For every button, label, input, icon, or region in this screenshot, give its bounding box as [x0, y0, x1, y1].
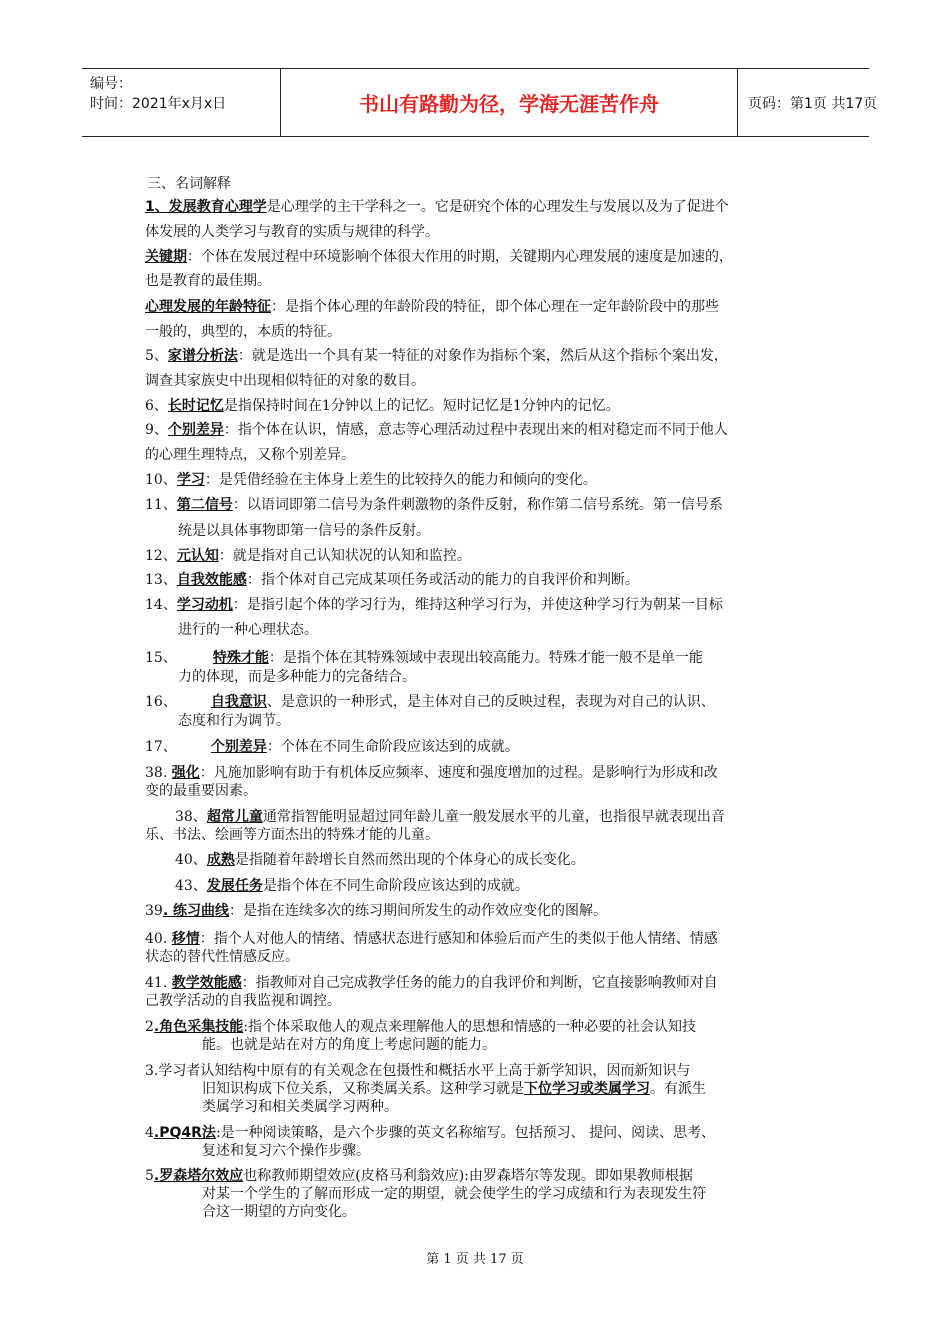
text-line: [178, 522, 430, 540]
text-span: 4: [145, 1125, 154, 1141]
text-line: [145, 446, 355, 464]
text-line: [145, 596, 723, 614]
text-span: 是指随着年龄增长自然而然出现的个体身心的成长变化。: [234, 852, 585, 868]
term-label: 第二信号: [176, 497, 233, 513]
term-label: 自我效能感: [176, 572, 247, 588]
text-span: ：个体在发展过程中环境影响个体很大作用的时期，关键期内心理发展的速度是加速的，: [187, 249, 733, 265]
text-span: 6、: [145, 398, 168, 414]
text-line: [145, 1018, 696, 1036]
text-line: [145, 496, 723, 514]
text-line: [145, 323, 341, 341]
text-span: 态度和行为调节。: [178, 713, 290, 729]
text-span: 2: [145, 1019, 154, 1035]
text-line: [145, 298, 719, 316]
text-span: 状态的替代性情感反应。: [145, 949, 299, 965]
term-label: 家谱分析法: [167, 348, 238, 364]
text-line: [202, 1142, 370, 1160]
text-span: 11、: [145, 497, 177, 513]
text-line: [145, 902, 607, 920]
text-span: 乐、书法、绘画等方面杰出的特殊才能的儿童。: [145, 827, 439, 843]
term-label: .角色采集技能: [153, 1019, 244, 1035]
text-line: [202, 1185, 706, 1203]
term-label: 个别差异: [210, 739, 267, 755]
term-label: .罗森塔尔效应: [153, 1168, 244, 1184]
text-span: 调查其家族史中出现相似特征的对象的数目。: [145, 373, 425, 389]
text-line: [145, 397, 620, 415]
text-line: [175, 851, 585, 869]
text-line: [145, 421, 728, 439]
text-span: 38.: [145, 765, 172, 781]
text-span: 38、: [175, 809, 207, 825]
text-span: 41.: [145, 975, 172, 991]
text-line: [145, 248, 733, 266]
term-label: 自我意识: [210, 694, 267, 710]
text-span: 对某一个学生的了解而形成一定的期望，就会使学生的学习成绩和行为表现发生符: [202, 1186, 706, 1202]
term-label: 教学效能感: [171, 975, 242, 991]
text-span: 是指个体在不同生命阶段应该达到的成就。: [262, 878, 529, 894]
text-span: 3.学习者认知结构中原有的有关观念在包摄性和概括水平上高于新学知识，因而新知识与: [145, 1063, 691, 1079]
text-span: 也称教师期望效应(皮格马利翁效应):由罗森塔尔等发现。即如果教师根据: [243, 1168, 693, 1184]
text-line: [145, 1062, 690, 1080]
term-label: .PQ4R法: [153, 1125, 216, 1141]
text-span: 类属学习和相关类属学习两种。: [202, 1099, 398, 1115]
text-line: [145, 782, 257, 800]
term-label: 心理发展的年龄特征: [145, 299, 271, 315]
text-span: ：凡施加影响有助于有机体反应频率、速度和强度增加的过程。是影响行为形成和改: [199, 765, 718, 781]
text-span: 39: [145, 903, 163, 919]
header-page-info: 页码：第1页 共17页: [748, 95, 878, 112]
text-span: 进行的一种心理状态。: [178, 622, 318, 638]
text-line: [202, 1098, 398, 1116]
text-span: 三、名词解释: [147, 176, 231, 192]
page-header: [82, 68, 878, 137]
text-span: 10、: [145, 472, 177, 488]
number-label: 编号：: [90, 76, 132, 92]
text-span: 是心理学的主干学科之一。它是研究个体的心理发生与发展以及为了促进个: [266, 199, 729, 215]
text-span: 40.: [145, 931, 172, 947]
term-label: 关键期: [145, 249, 187, 265]
text-span: 也是教育的最佳期。: [145, 273, 271, 289]
text-line: [145, 372, 425, 390]
text-line: [145, 764, 718, 782]
text-line: [145, 223, 439, 241]
text-line: [175, 877, 529, 895]
text-span: 体发展的人类学习与教育的实质与规律的科学。: [145, 224, 439, 240]
text-span: ：是指个体心理的年龄阶段的特征，即个体心理在一定年龄阶段中的那些: [271, 299, 719, 315]
text-line: [145, 1167, 693, 1185]
text-line: [145, 738, 519, 756]
text-span: :是一种阅读策略，是六个步骤的英文名称缩写。包括预习、 提问、阅读、思考、: [215, 1125, 716, 1141]
text-span: ：是指个体在其特殊领域中表现出较高能力。特殊才能一般不是单一能: [268, 650, 703, 666]
text-span: 力的体现，而是多种能力的完备结合。: [178, 669, 416, 685]
text-span: 的心理生理特点，又称个别差异。: [145, 447, 355, 463]
text-span: ：指个人对他人的情绪、情感状态进行感知和体验后而产生的类似于他人情绪、情感: [199, 931, 718, 947]
date-label: 时间：2021年x月x日: [90, 96, 227, 112]
text-span: 通常指智能明显超过同年龄儿童一般发展水平的儿童，也指很早就表现出音: [262, 809, 725, 825]
text-line: [175, 808, 725, 826]
text-span: 14、: [145, 597, 177, 613]
text-span: 合这一期望的方向变化。: [202, 1204, 356, 1220]
term-label: 学习: [176, 472, 205, 488]
text-line: [145, 198, 729, 216]
text-line: [178, 712, 290, 730]
text-span: 9、: [145, 422, 168, 438]
text-line: [202, 1203, 356, 1221]
text-span: ：指教师对自己完成教学任务的能力的自我评价和判断，它直接影响教师对自: [241, 975, 718, 991]
text-line: [145, 826, 439, 844]
text-span: 是指保持时间在1分钟以上的记忆。短时记忆是1分钟内的记忆。: [223, 398, 620, 414]
text-line: [145, 930, 718, 948]
text-line: [145, 347, 728, 365]
text-line: [202, 1080, 706, 1098]
text-span: ：是指引起个体的学习行为，维持这种学习行为，并使这种学习行为朝某一目标: [232, 597, 723, 613]
text-line: [145, 1124, 715, 1142]
text-span: ：就是指对自己认知状况的认知和监控。: [218, 548, 471, 564]
text-span: 16、: [145, 694, 177, 710]
text-span: 40、: [175, 852, 207, 868]
text-line: [145, 693, 715, 711]
text-span: 5: [145, 1168, 154, 1184]
term-label: 强化: [171, 765, 200, 781]
text-span: 能。也就是站在对方的角度上考虑问题的能力。: [202, 1037, 496, 1053]
text-line: [145, 974, 718, 992]
term-label: 学习动机: [176, 597, 233, 613]
text-span: 旧知识构成下位关系，又称类属关系。这种学习就是: [202, 1081, 524, 1097]
term-label: 个别差异: [167, 422, 224, 438]
term-label: 长时记忆: [167, 398, 224, 414]
text-span: 13、: [145, 572, 177, 588]
text-span: 统是以具体事物即第一信号的条件反射。: [178, 523, 430, 539]
text-span: 5、: [145, 348, 168, 364]
text-line: [145, 547, 471, 565]
term-label: 移情: [171, 931, 200, 947]
text-span: 15、: [145, 650, 177, 666]
text-line: [145, 992, 341, 1010]
term-label: 成熟: [206, 852, 235, 868]
term-label: 1、发展教育心理学: [145, 199, 267, 215]
text-span: ：以语词即第二信号为条件刺激物的条件反射，称作第二信号系统。第一信号系: [232, 497, 723, 513]
text-span: 17、: [145, 739, 177, 755]
text-line: [145, 948, 299, 966]
term-label: 元认知: [176, 548, 219, 564]
term-label: 超常儿童: [206, 809, 263, 825]
term-label: 下位学习或类属学习: [524, 1081, 650, 1097]
text-line: [145, 571, 639, 589]
term-label: . 练习曲线: [162, 903, 230, 919]
text-span: ：个体在不同生命阶段应该达到的成就。: [266, 739, 519, 755]
text-line: [178, 668, 416, 686]
text-line: [145, 649, 703, 667]
text-span: 12、: [145, 548, 177, 564]
term-label: 特殊才能: [212, 650, 269, 666]
text-line: [202, 1036, 496, 1054]
header-motto: 书山有路勤为径，学海无涯苦作舟: [280, 69, 738, 136]
header-meta: [82, 69, 280, 136]
text-span: ：是凭借经验在主体身上差生的比较持久的能力和倾向的变化。: [204, 472, 597, 488]
page-footer: 第 1 页 共 17 页: [426, 1252, 524, 1267]
text-span: ：指个体在认识，情感，意志等心理活动过程中表现出来的相对稳定而不同于他人: [223, 422, 728, 438]
text-line: [178, 621, 318, 639]
text-span: 43、: [175, 878, 207, 894]
term-label: 发展任务: [206, 878, 263, 894]
text-line: [147, 175, 231, 193]
text-span: ：是指在连续多次的练习期间所发生的动作效应变化的图解。: [229, 903, 608, 919]
text-span: 、是意识的一种形式，是主体对自己的反映过程，表现为对自己的认识、: [266, 694, 715, 710]
text-span: 复述和复习六个操作步骤。: [202, 1143, 370, 1159]
text-line: [145, 272, 271, 290]
text-span: 变的最重要因素。: [145, 783, 257, 799]
text-line: [145, 471, 597, 489]
text-span: 一般的，典型的，本质的特征。: [145, 324, 341, 340]
text-span: 。有派生: [650, 1081, 706, 1097]
text-span: ：就是选出一个具有某一特征的对象作为指标个案，然后从这个指标个案出发，: [237, 348, 728, 364]
text-span: 己教学活动的自我监视和调控。: [145, 993, 341, 1009]
text-span: :指个体采取他人的观点来理解他人的思想和情感的一种必要的社会认知技: [243, 1019, 696, 1035]
text-span: ：指个体对自己完成某项任务或活动的能力的自我评价和判断。: [246, 572, 639, 588]
